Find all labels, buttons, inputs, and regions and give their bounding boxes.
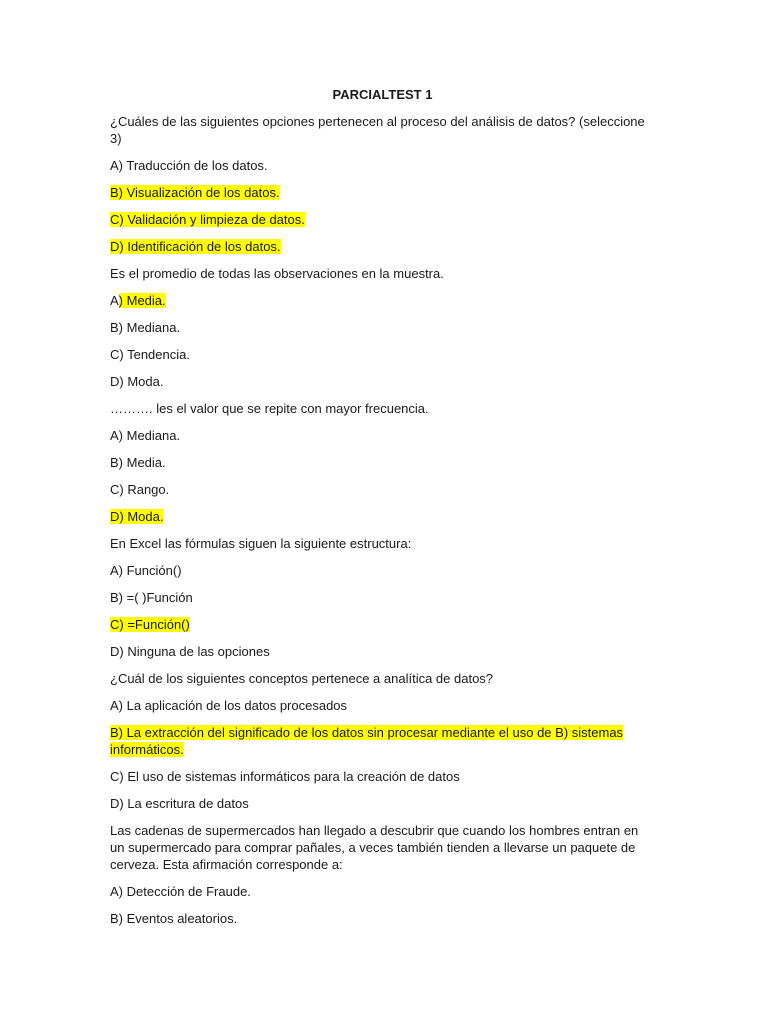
text-segment: B) Mediana.: [110, 320, 181, 335]
highlighted-text: D) Identificación de los datos.: [110, 239, 281, 254]
paragraph: [110, 643, 655, 660]
paragraph: [110, 346, 655, 363]
paragraph: [110, 589, 655, 606]
paragraph: [110, 795, 655, 812]
paragraph: [110, 616, 655, 633]
highlighted-text: ) Media.: [118, 293, 166, 308]
highlighted-text: B) Visualización de los datos.: [110, 185, 280, 200]
paragraph-list: [110, 113, 655, 927]
text-segment: D) La escritura de datos: [110, 796, 249, 811]
text-segment: C) Rango.: [110, 482, 170, 497]
paragraph: [110, 724, 655, 758]
paragraph: [110, 157, 655, 174]
paragraph: [110, 508, 655, 525]
text-segment: B) Media.: [110, 455, 166, 470]
text-segment: A) Detección de Fraude.: [110, 884, 251, 899]
paragraph: [110, 670, 655, 687]
text-segment: B) Eventos aleatorios.: [110, 911, 238, 926]
text-segment: D) Ninguna de las opciones: [110, 644, 270, 659]
text-segment: Las cadenas de supermercados han llegado a descubrir que cuando los hombres entran en un supermercado para comprar pañales, a veces también tienden a llevarse un paquete de cerveza. Esta afirmación corresponde a:: [110, 823, 639, 872]
text-segment: ………. les el valor que se repite con mayor frecuencia.: [110, 401, 429, 416]
paragraph: [110, 292, 655, 309]
paragraph: [110, 697, 655, 714]
text-segment: A: [110, 293, 119, 308]
paragraph: [110, 211, 655, 228]
highlighted-text: B) La extracción del significado de los datos sin procesar mediante el uso de B) sistemas informáticos.: [110, 725, 624, 757]
paragraph: [110, 454, 655, 471]
text-segment: A) Traducción de los datos.: [110, 158, 268, 173]
paragraph: [110, 113, 655, 147]
text-segment: A) Mediana.: [110, 428, 181, 443]
paragraph: [110, 184, 655, 201]
paragraph: [110, 535, 655, 552]
document-body: [110, 86, 655, 937]
text-segment: D) Moda.: [110, 374, 164, 389]
text-segment: C) El uso de sistemas informáticos para la creación de datos: [110, 769, 460, 784]
paragraph: [110, 400, 655, 417]
paragraph: [110, 481, 655, 498]
highlighted-text: C) Validación y limpieza de datos.: [110, 212, 305, 227]
text-segment: Es el promedio de todas las observaciones en la muestra.: [110, 266, 444, 281]
paragraph: [110, 427, 655, 444]
paragraph: [110, 319, 655, 336]
highlighted-text: D) Moda.: [110, 509, 164, 524]
text-segment: C) Tendencia.: [110, 347, 190, 362]
text-segment: ¿Cuáles de las siguientes opciones pertenecen al proceso del análisis de datos? (seleccione 3): [110, 114, 645, 146]
paragraph: [110, 562, 655, 579]
text-segment: B) =( )Función: [110, 590, 193, 605]
text-segment: A) La aplicación de los datos procesados: [110, 698, 348, 713]
text-segment: En Excel las fórmulas siguen la siguiente estructura:: [110, 536, 412, 551]
document-title: PARCIALTEST 1: [332, 87, 433, 102]
paragraph: [110, 883, 655, 900]
text-segment: ¿Cuál de los siguientes conceptos pertenece a analítica de datos?: [110, 671, 494, 686]
text-segment: A) Función(): [110, 563, 182, 578]
paragraph: [110, 910, 655, 927]
highlighted-text: C) =Función(): [110, 617, 190, 632]
paragraph: [110, 238, 655, 255]
paragraph: [110, 768, 655, 785]
paragraph: [110, 265, 655, 282]
paragraph: [110, 373, 655, 390]
paragraph: [110, 822, 655, 873]
